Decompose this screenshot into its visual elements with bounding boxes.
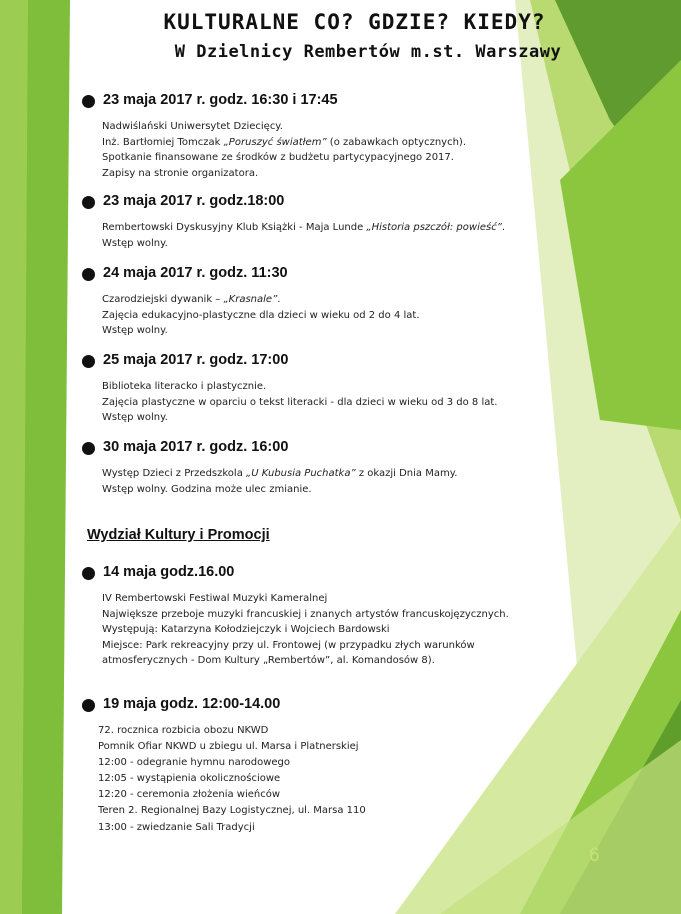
event-item (82, 352, 552, 426)
event-text: 12:20 - ceremonia złożenia wieńców (98, 789, 281, 801)
bullet-icon (82, 196, 95, 209)
event-item (82, 92, 552, 181)
event-text: Wstęp wolny. (102, 325, 168, 337)
event-text: Wstęp wolny. (102, 237, 168, 249)
event-text: Biblioteka literacko i plastycznie. (102, 381, 267, 392)
event-item (82, 439, 552, 497)
event-text: Spotkanie finansowane ze środków z budżetu partycypacyjnego 2017. (102, 152, 454, 164)
event-text: Inż. Bartłomiej Tomczak „Poruszyć światłem” (o zabawkach optycznych). (102, 136, 467, 148)
page-subtitle: W Dzielnicy Rembertów m.st. Warszawy (174, 42, 562, 62)
event-text: 72. rocznica rozbicia obozu NKWD (98, 725, 269, 736)
event-item (82, 696, 552, 836)
page-number: 6 (589, 845, 600, 866)
event-text: Nadwiślański Uniwersytet Dziecięcy. (102, 121, 283, 132)
event-text: atmosferycznych - Dom Kultury „Rembertów”, al. Komandosów 8). (102, 655, 435, 667)
event-text: Pomnik Ofiar NKWD u zbiegu ul. Marsa i Platnerskiej (98, 741, 359, 753)
event-text: 12:05 - wystąpienia okolicznościowe (98, 773, 281, 785)
event-text: Miejsce: Park rekreacyjny przy ul. Frontowej (w przypadku złych warunków (102, 639, 475, 651)
event-text: Rembertowski Dyskusyjny Klub Książki - Maja Lunde „Historia pszczół: powieść”. (102, 222, 506, 233)
event-text: Teren 2. Regionalnej Bazy Logistycznej, ul. Marsa 110 (98, 805, 366, 817)
event-date: 30 maja 2017 r. godz. 16:00 (103, 439, 289, 455)
event-text: Zajęcia edukacyjno-plastyczne dla dzieci w wieku od 2 do 4 lat. (102, 309, 420, 321)
event-date: 25 maja 2017 r. godz. 17:00 (103, 352, 289, 368)
event-item (82, 564, 552, 669)
page-title: KULTURALNE CO? GDZIE? KIEDY? (163, 10, 546, 34)
event-date: 14 maja godz.16.00 (103, 564, 235, 580)
event-date: 19 maja godz. 12:00-14.00 (103, 696, 281, 712)
event-text: Wstęp wolny. Godzina może ulec zmianie. (102, 483, 312, 495)
event-text: Występują: Katarzyna Kołodziejczyk i Wojciech Bardowski (102, 624, 390, 636)
section-heading: Wydział Kultury i Promocji (87, 527, 270, 543)
event-text: Zajęcia plastyczne w oparciu o tekst literacki - dla dzieci w wieku od 3 do 8 lat. (102, 396, 498, 408)
event-item (82, 193, 552, 251)
bullet-icon (82, 567, 95, 580)
event-date: 24 maja 2017 r. godz. 11:30 (103, 265, 288, 281)
event-text: Największe przeboje muzyki francuskiej i znanych artystów francuskojęzycznych. (102, 608, 509, 620)
event-text: 13:00 - zwiedzanie Sali Tradycji (98, 821, 255, 833)
event-text: Zapisy na stronie organizatora. (102, 167, 259, 179)
event-text: 12:00 - odegranie hymnu narodowego (98, 757, 291, 769)
event-text: Wstęp wolny. (102, 412, 168, 424)
bullet-icon (82, 442, 95, 455)
bullet-icon (82, 268, 95, 281)
bullet-icon (82, 95, 95, 108)
bullet-icon (82, 355, 95, 368)
event-text: Występ Dzieci z Przedszkola „U Kubusia Puchatka” z okazji Dnia Mamy. (102, 468, 458, 479)
event-item (82, 265, 552, 339)
event-text: IV Rembertowski Festiwal Muzyki Kameralnej (102, 593, 328, 604)
bullet-icon (82, 699, 95, 712)
event-text: Czarodziejski dywanik – „Krasnale”. (102, 294, 281, 305)
event-date: 23 maja 2017 r. godz. 16:30 i 17:45 (103, 92, 338, 108)
event-date: 23 maja 2017 r. godz.18:00 (103, 193, 285, 209)
